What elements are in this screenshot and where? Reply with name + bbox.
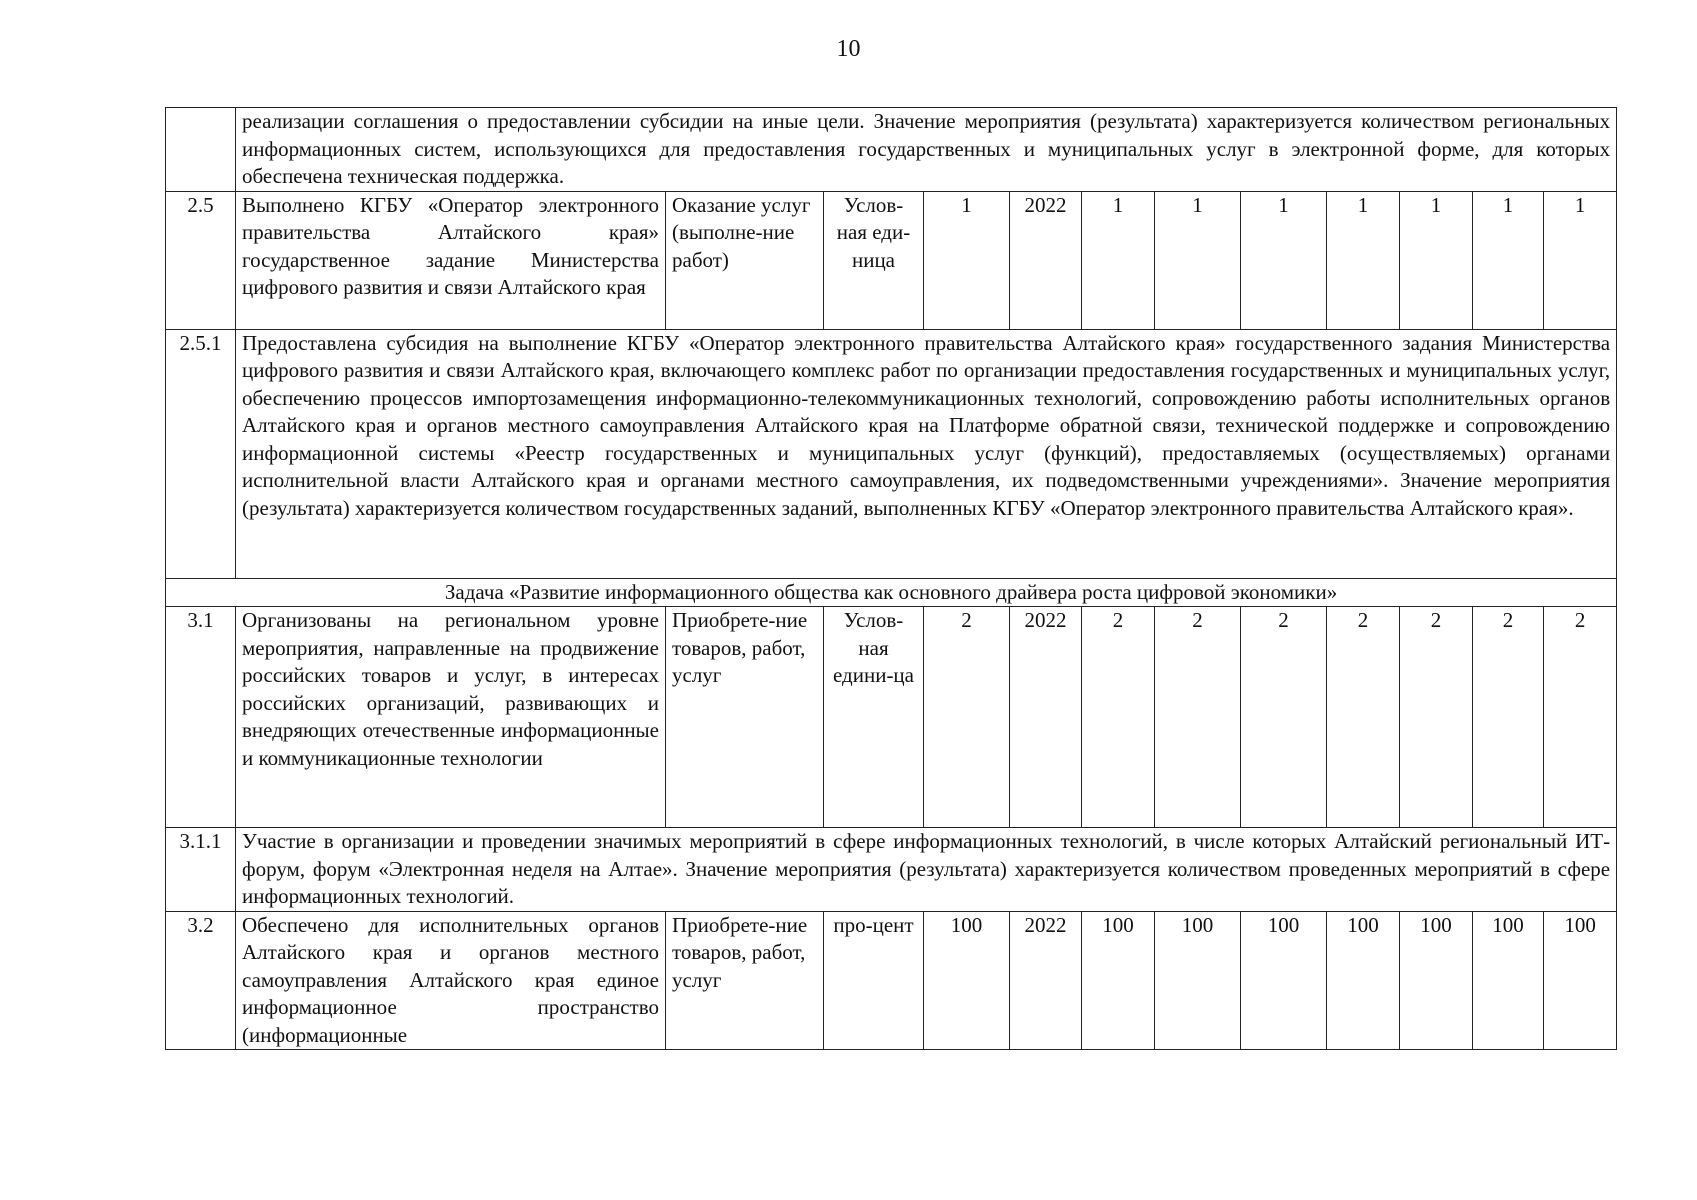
year-value: 2 [1241,607,1327,828]
measures-table [165,107,1617,1050]
measure-type: Приобрете-ние товаров, работ, услуг [666,607,824,828]
year-value: 100 [1544,911,1617,1050]
year-value: 2 [1327,607,1400,828]
base-year: 2022 [1010,191,1082,329]
year-value: 1 [1155,191,1241,329]
year-value: 100 [1327,911,1400,1050]
row-number: 3.1 [166,607,236,828]
row-number: 3.1.1 [166,828,236,912]
description-cell: Предоставлена субсидия на выполнение КГБУ «Оператор электронного правительства Алтайского края» государственного задания Министерства цифрового развития и связи Алтайского края, включающего комплекс работ по организации предоставления государственных и муниципальных услуг, обеспечению процессов импортозамещения информационно-телекоммуникационных технологий, сопровождению работы исполнительных органов Алтайского края и органов местного самоуправления Алтайского края на Платформе обратной связи, технической поддержке и сопровождению информационной системы «Реестр государственных и муниципальных услуг (функций), предоставляемых (осуществляемых) органами исполнительной власти Алтайского края и органами местного самоуправления, их подведомственными учреждениями». Значение мероприятия (результата) характеризуется количеством государственных заданий, выполненных КГБУ «Оператор электронного правительства Алтайского края». [236,329,1617,578]
measure-unit: Услов-ная еди-ница [824,191,924,329]
year-value: 100 [1400,911,1473,1050]
measure-name: Выполнено КГБУ «Оператор электронного правительства Алтайского края» государственное задание Министерства цифрового развития и связи Алтайского края [236,191,666,329]
measure-type: Приобрете-ние товаров, работ, услуг [666,911,824,1050]
description-cell: реализации соглашения о предоставлении субсидии на иные цели. Значение мероприятия (результата) характеризуется количеством региональных информационных систем, использующихся для предоставления государственных и муниципальных услуг в электронной форме, для которых обеспечена техническая поддержка. [236,108,1617,192]
measure-name: Обеспечено для исполнительных органов Алтайского края и органов местного самоуправления Алтайского края единое информационное пространство (информационные [236,911,666,1050]
table-row [166,108,1617,192]
row-number: 2.5.1 [166,329,236,578]
measure-unit: Услов-ная едини-ца [824,607,924,828]
year-value: 2 [1082,607,1155,828]
year-value: 1 [1400,191,1473,329]
base-value: 2 [924,607,1010,828]
table-row [166,911,1617,1050]
task-row [166,578,1617,607]
year-value: 1 [1544,191,1617,329]
year-value: 2 [1473,607,1544,828]
task-title: Задача «Развитие информационного общества как основного драйвера роста цифровой экономики» [166,578,1617,607]
year-value: 1 [1327,191,1400,329]
base-value: 1 [924,191,1010,329]
row-number-cell [166,108,236,192]
base-year: 2022 [1010,911,1082,1050]
year-value: 2 [1400,607,1473,828]
table-row [166,828,1617,912]
page-number: 10 [836,36,861,62]
base-value: 100 [924,911,1010,1050]
measure-unit: про-цент [824,911,924,1050]
year-value: 100 [1155,911,1241,1050]
year-value: 2 [1544,607,1617,828]
year-value: 100 [1241,911,1327,1050]
table-row [166,607,1617,828]
year-value: 100 [1473,911,1544,1050]
table-row [166,329,1617,578]
description-cell: Участие в организации и проведении значимых мероприятий в сфере информационных технологий, в числе которых Алтайский региональный ИТ-форум, форум «Электронная неделя на Алтае». Значение мероприятия (результата) характеризуется количеством проведенных мероприятий в сфере информационных технологий. [236,828,1617,912]
measure-name: Организованы на региональном уровне мероприятия, направленные на продвижение российских товаров и услуг, в интересах российских организаций, развивающих и внедряющих отечественные информационные и коммуникационные технологии [236,607,666,828]
year-value: 1 [1082,191,1155,329]
row-number: 2.5 [166,191,236,329]
table-row [166,191,1617,329]
year-value: 1 [1241,191,1327,329]
year-value: 1 [1473,191,1544,329]
year-value: 2 [1155,607,1241,828]
base-year: 2022 [1010,607,1082,828]
year-value: 100 [1082,911,1155,1050]
measure-type: Оказание услуг (выполне-ние работ) [666,191,824,329]
row-number: 3.2 [166,911,236,1050]
